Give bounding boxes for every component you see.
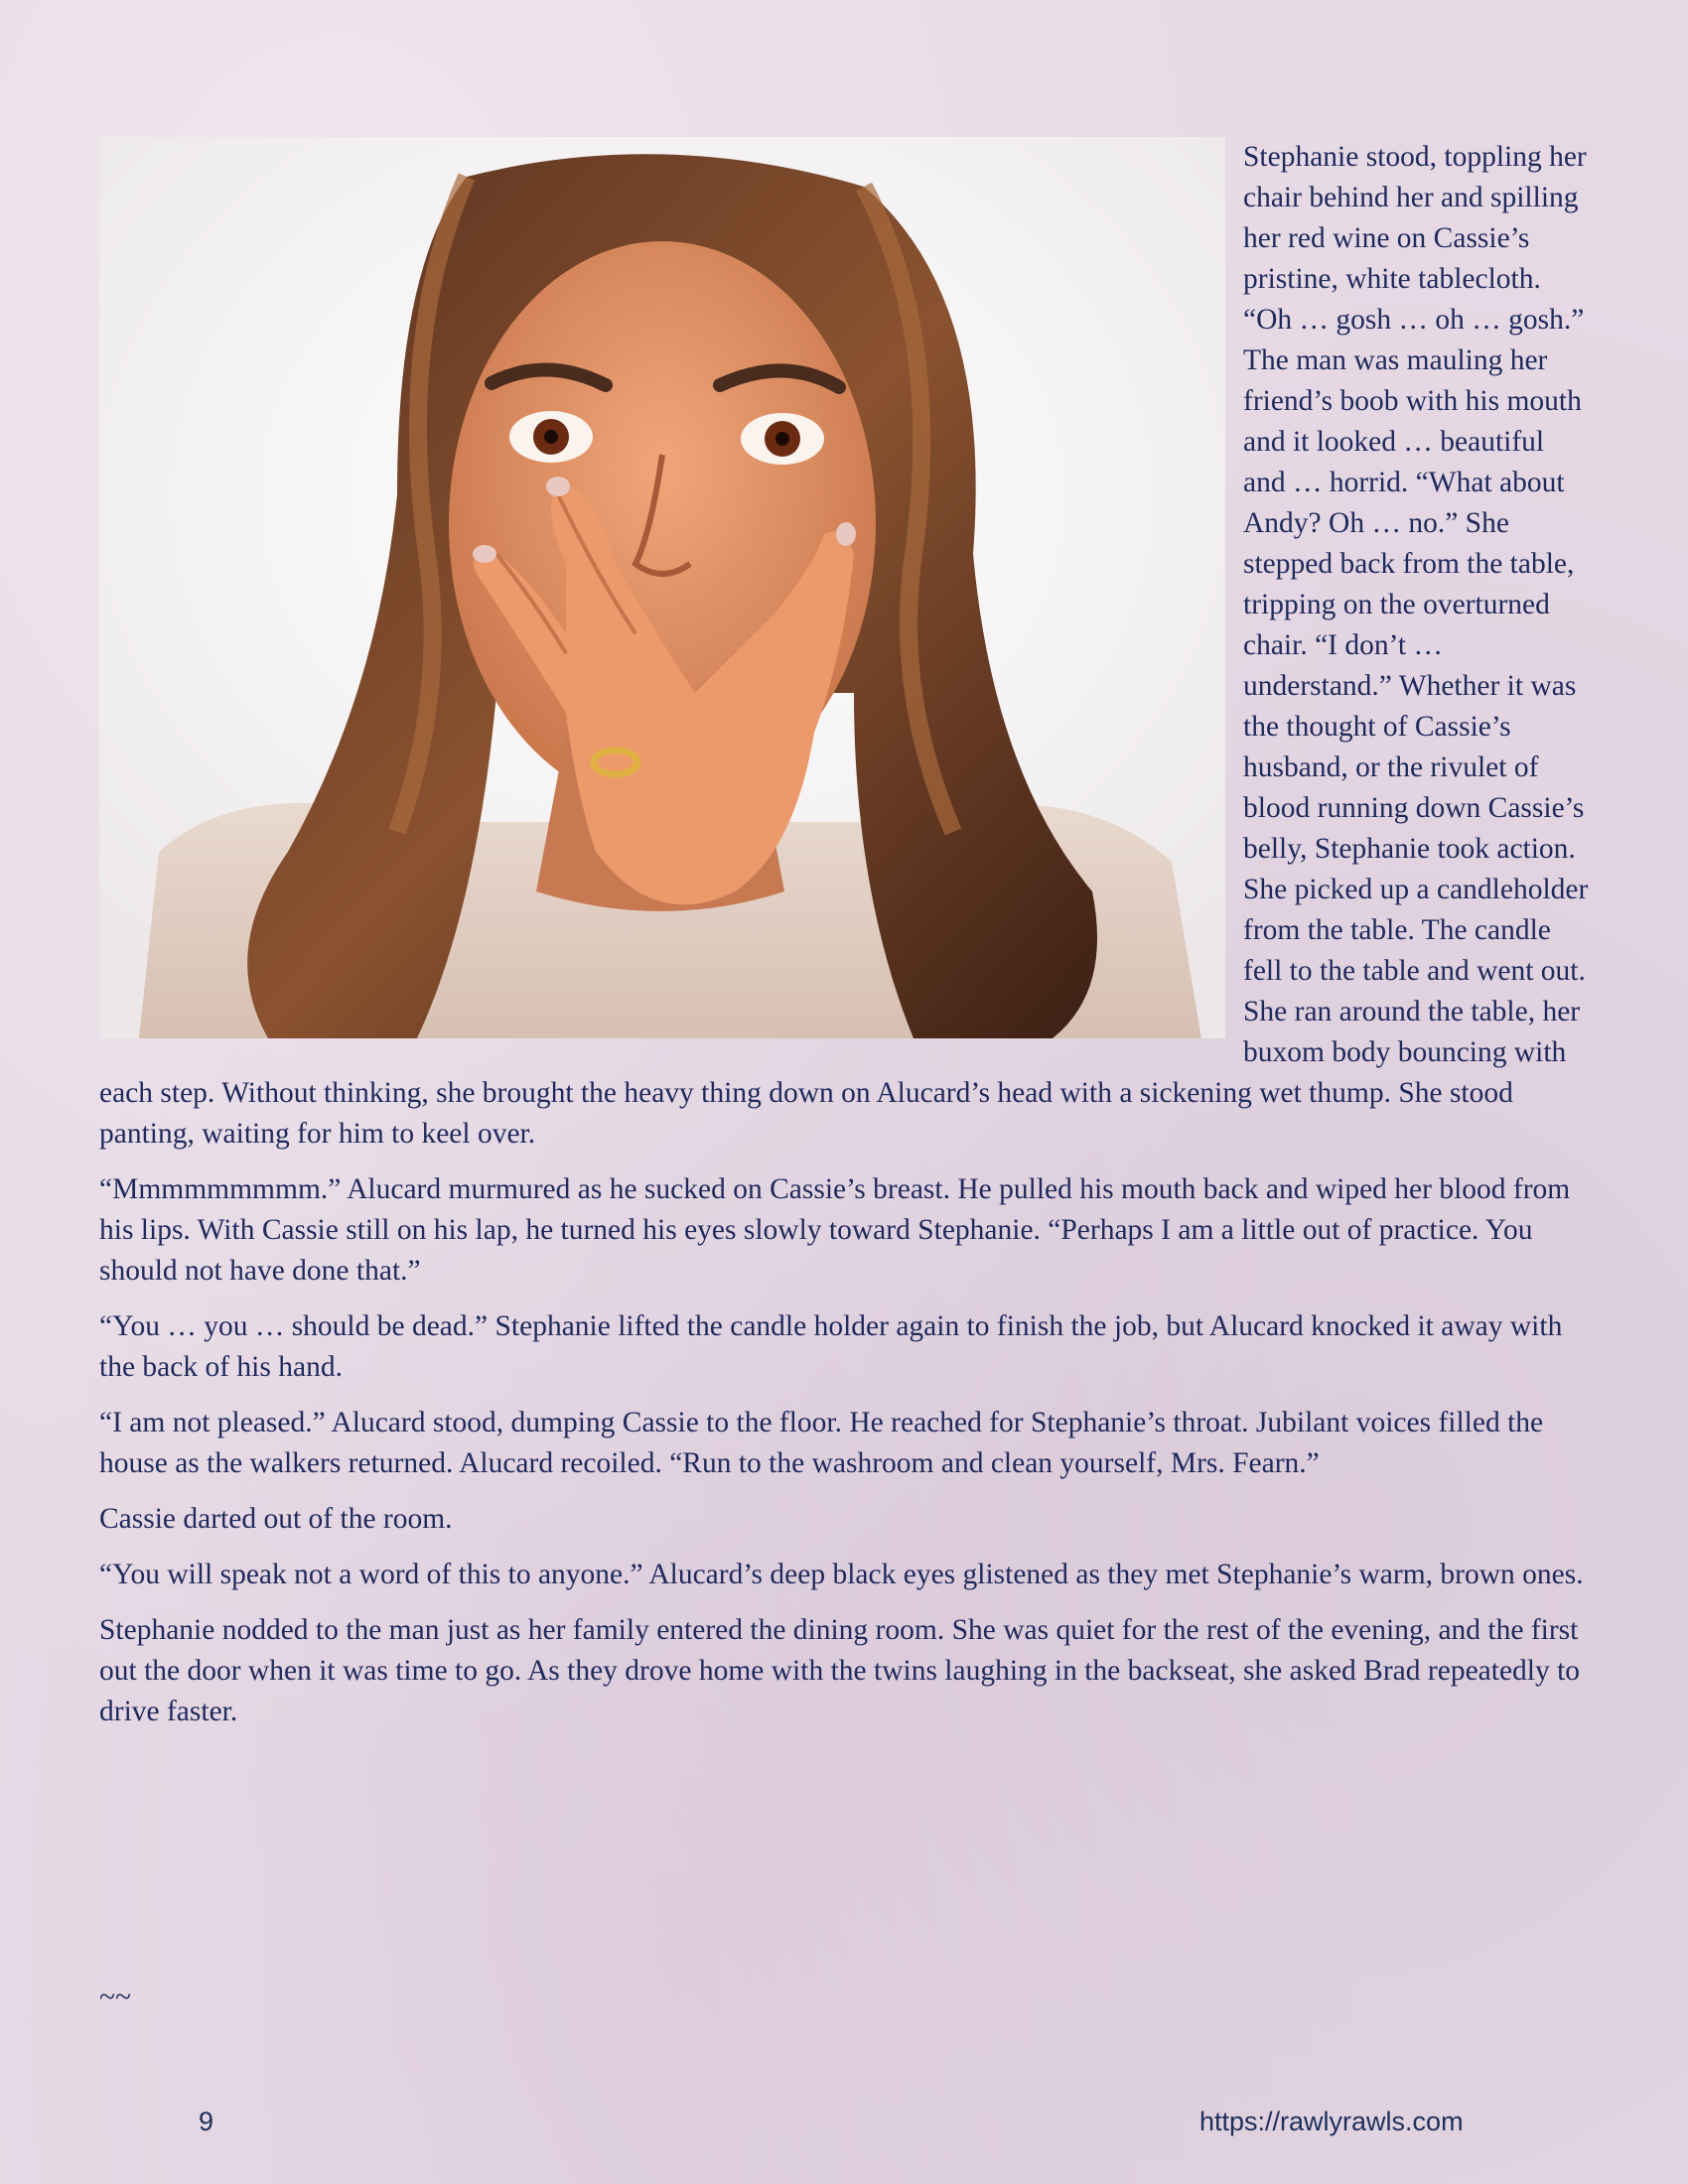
story-text bbox=[99, 137, 1589, 1732]
paragraph-2: “Mmmmmmmmm.” Alucard murmured as he sucked on Cassie’s breast. He pulled his mouth back and wiped her blood from his lips. With Cassie still on his lap, he turned his eyes slowly toward Stephanie. “Perhaps I am a little out of practice. You should not have done that.” bbox=[99, 1173, 1571, 1287]
paragraph-1: Stephanie stood, toppling her chair behind her and spilling her red wine on Cassie’s pristine, white tablecloth. “Oh … gosh … oh … gosh.” The man was mauling her friend’s boob with his mouth and it looked … beautiful and … horrid. “What about Andy? Oh … no.” She stepped back from the table, tripping on the overturned chair. “I don’t … understand.” Whether it was the thought of Cassie’s husband, or the rivulet of blood running down Cassie’s belly, Stephanie took action. She picked up a candleholder from the table. The candle fell to the table and went out. She ran around the table, her buxom body bouncing with each step. Without thinking, she brought the heavy thing down on Alucard’s head with a sickening wet thump. She stood panting, waiting for him to keel over. bbox=[99, 141, 1589, 1150]
paragraph-6: “You will speak not a word of this to anyone.” Alucard’s deep black eyes glistened as they met Stephanie’s warm, brown ones. bbox=[99, 1559, 1584, 1590]
paragraph-4: “I am not pleased.” Alucard stood, dumping Cassie to the floor. He reached for Stephanie’s throat. Jubilant voices filled the house as the walkers returned. Alucard recoiled. “Run to the washroom and clean yourself, Mrs. Fearn.” bbox=[99, 1407, 1544, 1479]
portrait-image bbox=[99, 137, 1225, 1038]
illustration-shocked-woman bbox=[99, 137, 1225, 1038]
paragraph-7: Stephanie nodded to the man just as her family entered the dining room. She was quiet for the rest of the evening, and the first out the door when it was time to go. As they drove home with the twins laughing in the backseat, she asked Brad repeatedly to drive faster. bbox=[99, 1614, 1581, 1727]
page-number: 9 bbox=[199, 2107, 214, 2136]
paragraph-3: “You … you … should be dead.” Stephanie lifted the candle holder again to finish the job, but Alucard knocked it away with the back of his hand. bbox=[99, 1310, 1563, 1383]
paragraph-5: Cassie darted out of the room. bbox=[99, 1503, 453, 1535]
page-content bbox=[99, 137, 1589, 1747]
page-footer bbox=[0, 2107, 1688, 2146]
website-link[interactable]: https://rawlyrawls.com bbox=[1199, 2107, 1464, 2136]
section-break: ~~ bbox=[99, 1981, 131, 2013]
